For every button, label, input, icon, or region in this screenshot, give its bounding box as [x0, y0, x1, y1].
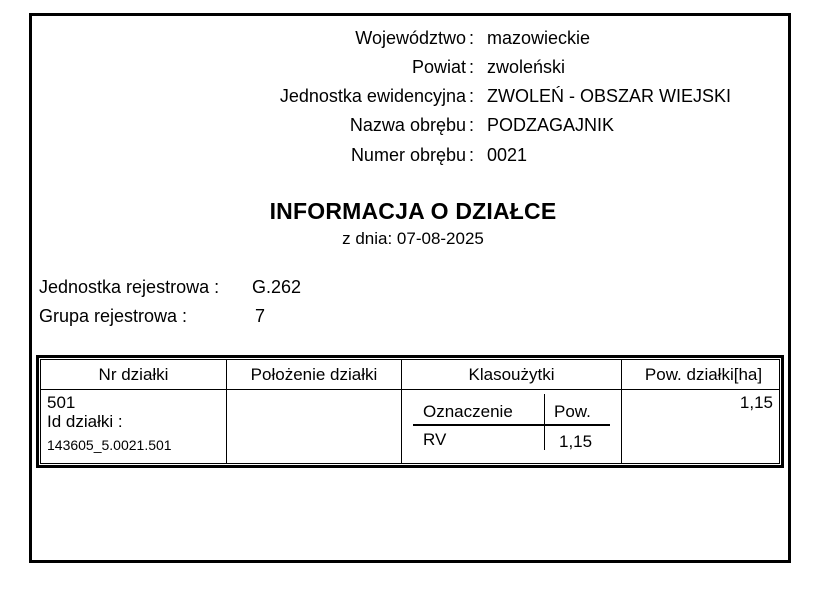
document-title: INFORMACJA O DZIAŁCE — [269, 198, 557, 224]
registry-unit-value: G.262 — [252, 277, 302, 297]
subheader-oznaczenie: Oznaczenie — [423, 402, 513, 421]
header-value: ZWOLEŃ - OBSZAR WIEJSKI — [487, 86, 732, 106]
header-pow-dzialki: Pow. działki[ha] — [644, 365, 763, 384]
header-key: Województwo — [355, 28, 466, 48]
header-key: Jednostka ewidencyjna — [279, 86, 466, 106]
registry-unit — [39, 277, 302, 298]
header-key: Powiat — [411, 57, 466, 77]
header-polozenie: Położenie działki — [250, 365, 378, 384]
parcel-table — [36, 355, 784, 468]
registry-group-label: Grupa rejestrowa : — [39, 306, 188, 326]
parcel-id-value: 143605_5.0021.501 — [47, 437, 172, 453]
header-separator: : — [469, 145, 475, 165]
header-separator: : — [469, 28, 475, 48]
header-value: PODZAGAJNIK — [487, 115, 615, 135]
header-separator: : — [469, 57, 475, 77]
header-row-numer-obrebu — [32, 145, 788, 171]
header-row-jednostka — [32, 86, 788, 112]
subheader-pow: Pow. — [554, 402, 591, 421]
registry-group-value: 7 — [255, 306, 266, 326]
land-class-designation: RV — [423, 430, 447, 449]
land-class-area: 1,15 — [559, 432, 593, 451]
registry-group — [39, 306, 266, 327]
header-row-wojewodztwo — [32, 28, 788, 54]
parcel-area: 1,15 — [739, 393, 773, 412]
header-value: 0021 — [487, 145, 528, 165]
parcel-number: 501 — [47, 393, 76, 412]
registry-unit-label: Jednostka rejestrowa : — [39, 277, 220, 297]
header-separator: : — [469, 115, 475, 135]
header-separator: : — [469, 86, 475, 106]
header-nr-dzialki: Nr działki — [98, 365, 169, 384]
document-frame — [29, 13, 791, 563]
header-value: zwoleński — [487, 57, 566, 77]
header-row-powiat — [32, 57, 788, 83]
header-key: Nazwa obrębu — [349, 115, 466, 135]
header-row-nazwa-obrebu — [32, 115, 788, 141]
document-date: z dnia: 07-08-2025 — [342, 229, 484, 248]
header-klasouzytki: Klasoużytki — [468, 365, 555, 384]
header-value: mazowieckie — [487, 28, 591, 48]
parcel-id-label: Id działki : — [47, 412, 123, 431]
header-key: Numer obrębu — [350, 145, 466, 165]
